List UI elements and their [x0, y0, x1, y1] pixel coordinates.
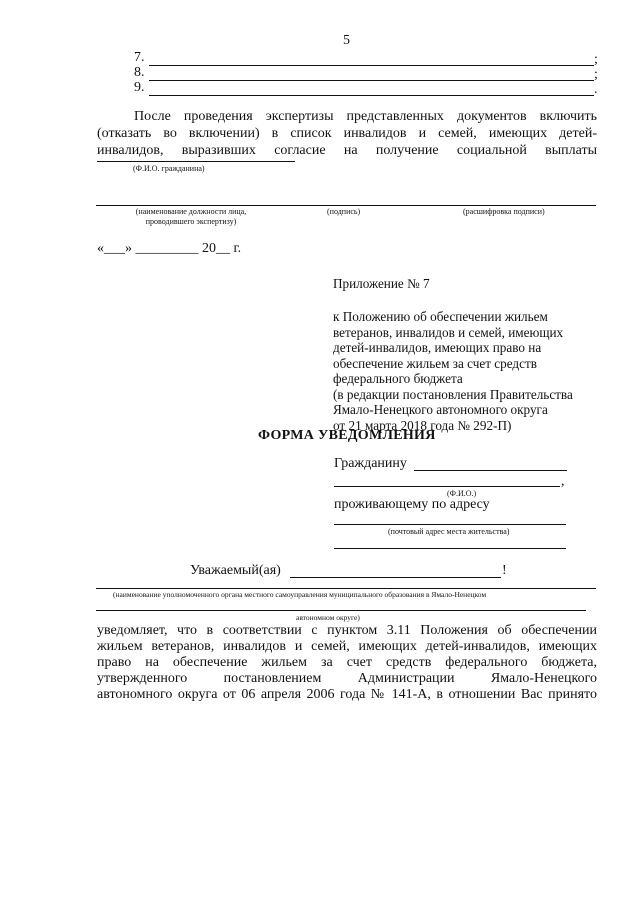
organ-line-2 — [96, 610, 586, 611]
list-item-end: ; — [594, 52, 598, 67]
address-caption: (почтовый адрес места жительства) — [388, 527, 510, 536]
form-title: ФОРМА УВЕДОМЛЕНИЯ — [258, 428, 436, 443]
fio-caption: (Ф.И.О. гражданина) — [133, 164, 205, 173]
appendix-line: федерального бюджета — [333, 371, 463, 386]
decode-caption: (расшифровка подписи) — [463, 207, 545, 216]
page-number: 5 — [343, 33, 350, 48]
salutation-line — [290, 577, 501, 578]
address-line-2 — [334, 548, 566, 549]
appendix-line: к Положению об обеспечении жильем — [333, 309, 548, 324]
appendix-line: (в редакции постановления Правительства — [333, 386, 573, 402]
address-label: проживающему по адресу — [334, 497, 490, 512]
list-item-end: ; — [594, 67, 598, 82]
citizen-label: Гражданину — [334, 456, 407, 471]
notice-line: право на обеспечение жильем за счет средств федерального бюджета, — [97, 655, 597, 670]
fio-line — [97, 161, 295, 162]
position-caption: (наименование должности лица, проводившего экспертизу) — [135, 207, 247, 226]
fio-caption: (Ф.И.О.) — [447, 489, 477, 498]
fill-line — [149, 95, 594, 96]
appendix-text — [333, 309, 633, 433]
organ-caption-2: автономном округе) — [296, 613, 360, 622]
expertise-line: инвалидов, выразивших согласие на получение социальной выплаты — [97, 143, 597, 158]
comma: , — [561, 474, 565, 489]
list-item-number: 8. — [134, 65, 145, 80]
notice-line: утвержденного постановлением Администрации Ямало-Ненецкого — [97, 671, 597, 686]
appendix-line: Ямало-Ненецкого автономного округа — [333, 402, 548, 417]
salutation-excl: ! — [502, 563, 507, 578]
appendix-line: детей-инвалидов, имеющих право на — [333, 340, 542, 355]
signature-caption: (подпись) — [327, 207, 361, 216]
salutation-label: Уважаемый(ая) — [190, 563, 281, 578]
address-line — [334, 524, 566, 525]
fill-line — [149, 80, 594, 81]
appendix-line: обеспечение жильем за счет средств — [333, 355, 537, 371]
citizen-name-line-2 — [334, 486, 560, 487]
citizen-name-line — [414, 470, 567, 471]
notice-line: жильем ветеранов, инвалидов и семей, имеющих детей-инвалидов, имеющих — [97, 639, 597, 654]
date-line: «___» _________ 20__ г. — [97, 241, 242, 256]
notice-line: уведомляет, что в соответствии с пунктом 3.11 Положения об обеспечении — [97, 623, 597, 638]
appendix-line: от 21 марта 2018 года № 292-П) — [333, 417, 512, 433]
organ-line — [96, 588, 596, 589]
appendix-title: Приложение № 7 — [333, 276, 430, 291]
list-item-number: 7. — [134, 50, 145, 65]
notice-line: автономного округа от 06 апреля 2006 года № 141-А, в отношении Вас принято — [97, 687, 597, 702]
list-item-number: 9. — [134, 80, 145, 95]
expertise-line: (отказать во включении) в список инвалидов и семей, имеющих детей- — [97, 126, 597, 141]
expertise-line: После проведения экспертизы представленных документов включить — [134, 109, 597, 124]
appendix-line: ветеранов, инвалидов и семей, имеющих — [333, 324, 564, 340]
organ-caption: (наименование уполномоченного органа местного самоуправления муниципального образования в Ямало-Ненецком — [113, 590, 487, 599]
list-item-end: . — [594, 82, 598, 97]
fill-line — [149, 65, 594, 66]
signature-line — [96, 205, 596, 206]
